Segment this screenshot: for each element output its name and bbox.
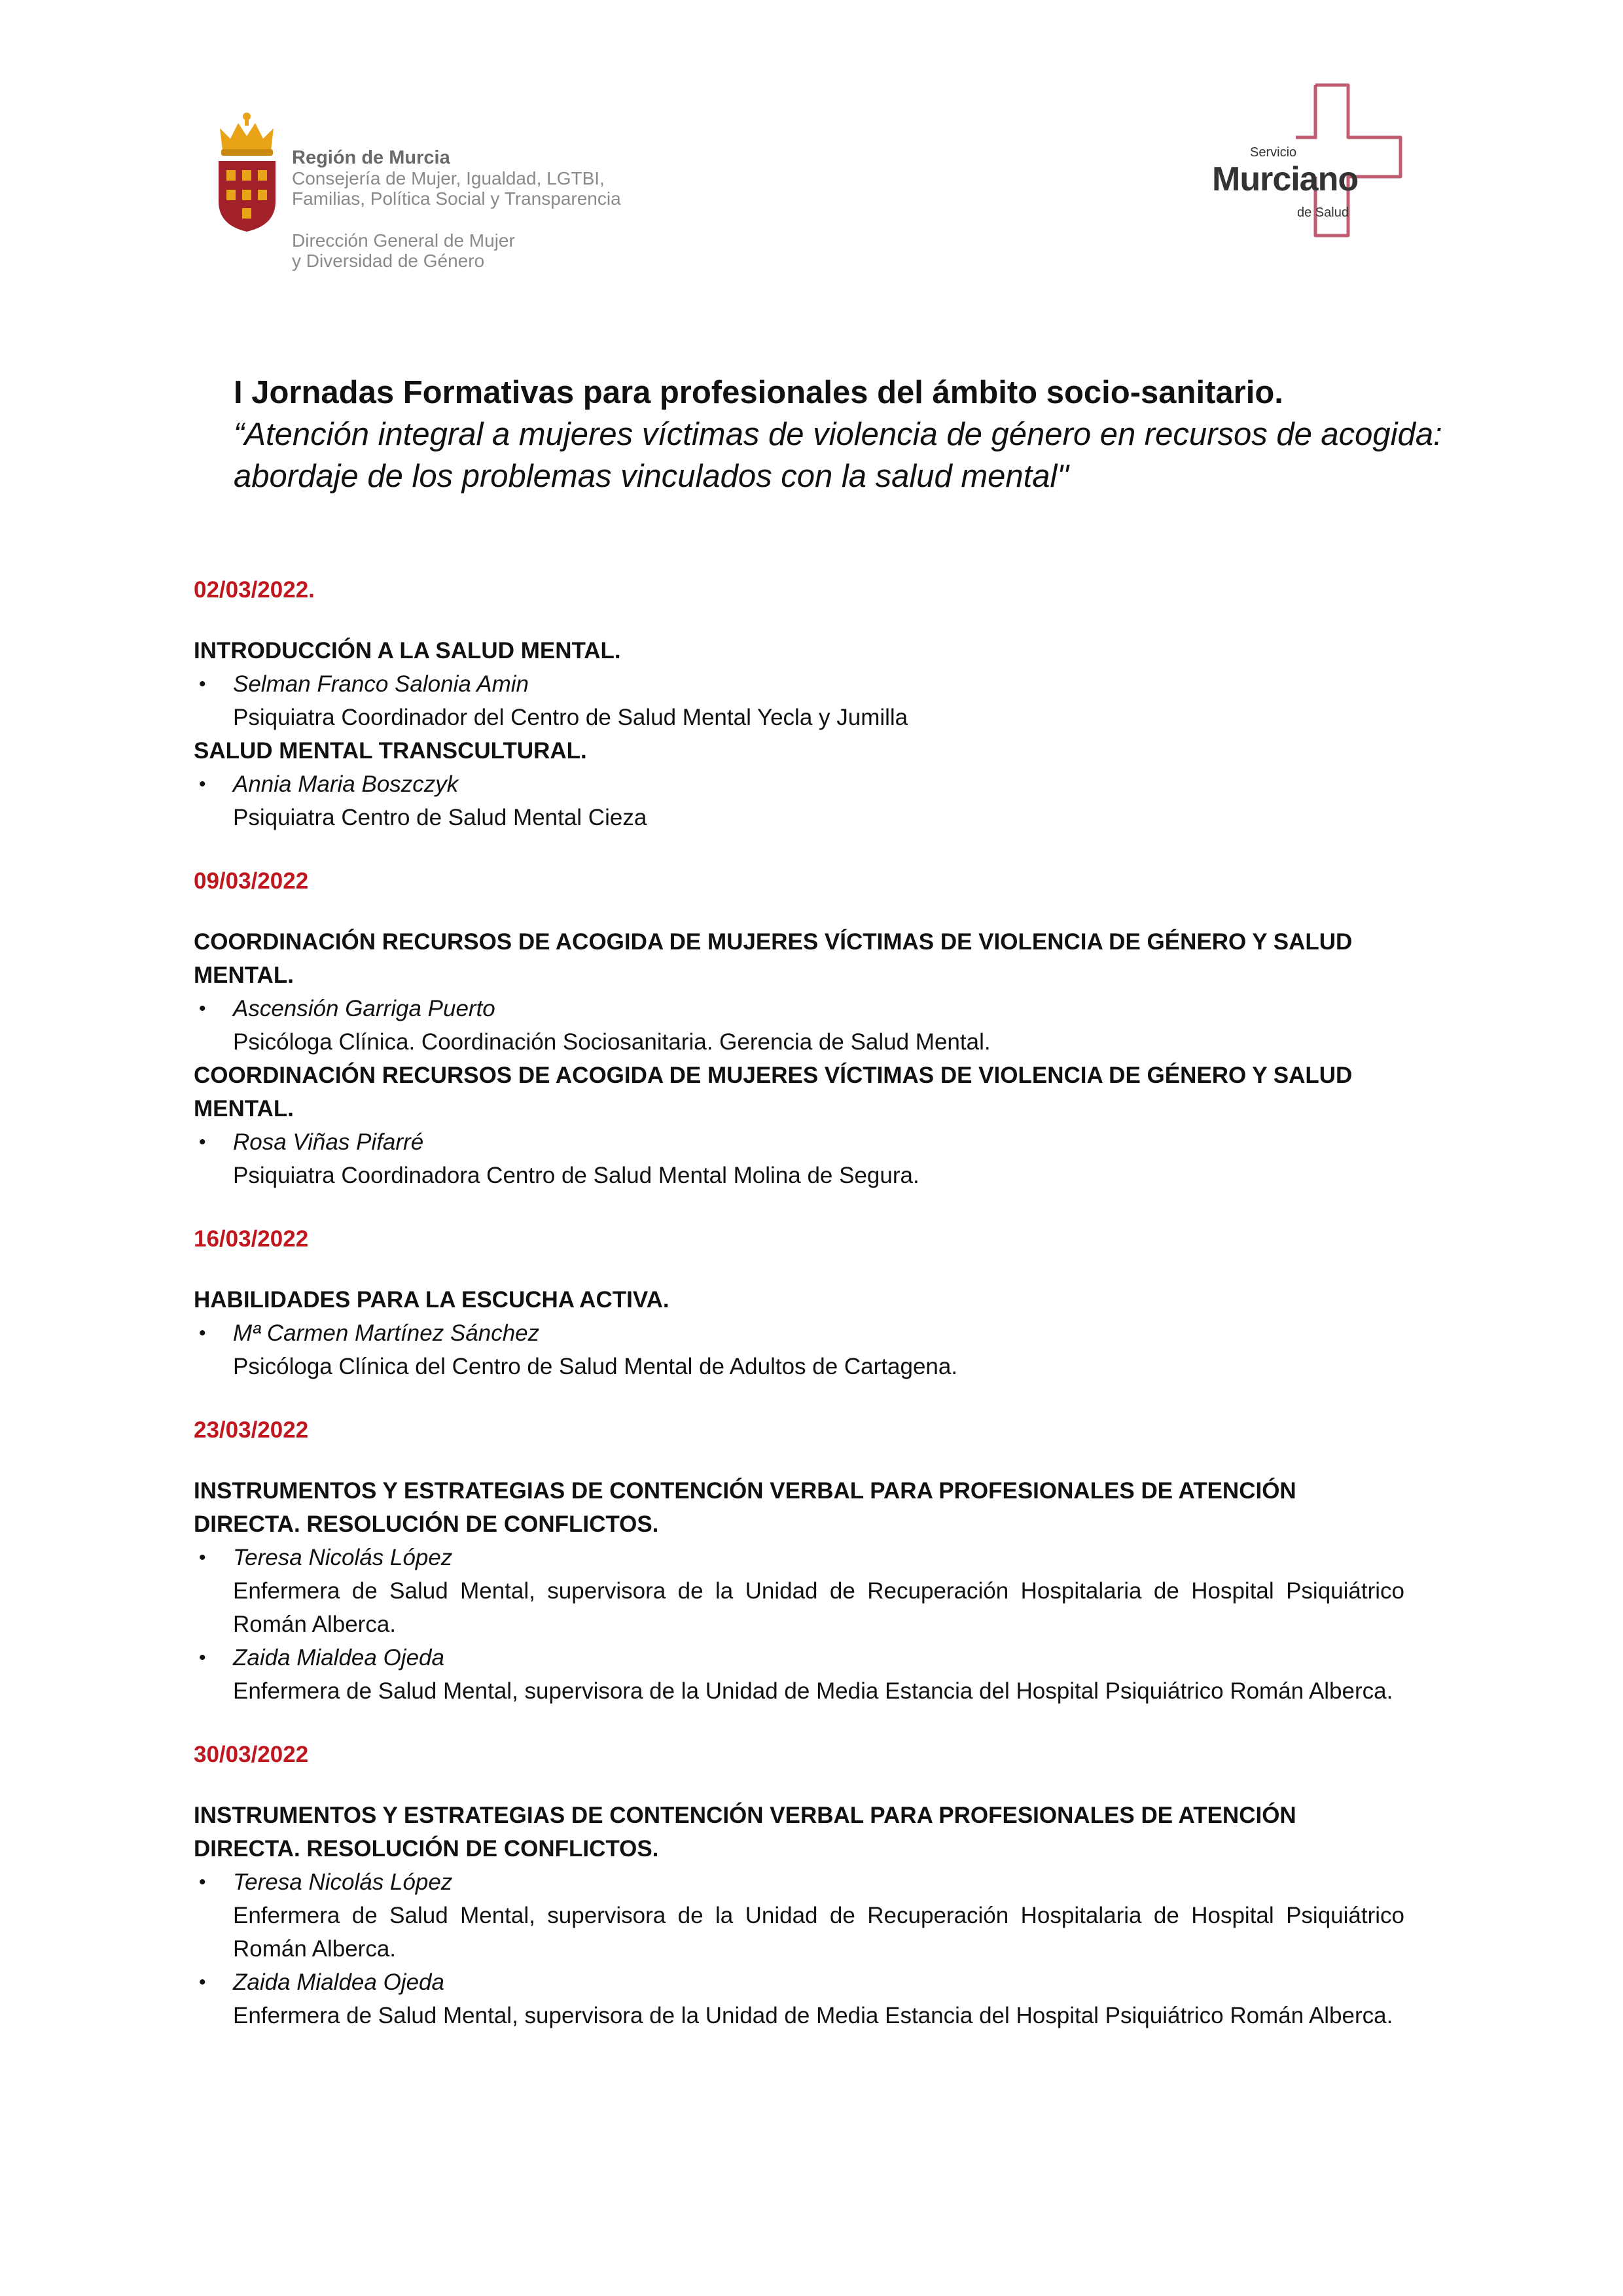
sms-de-salud-text: de Salud (1297, 205, 1349, 220)
session-topic: HABILIDADES PARA LA ESCUCHA ACTIVA. (194, 1287, 669, 1313)
speaker-item (194, 1541, 1404, 1641)
region-de-murcia-logo (216, 110, 805, 293)
speaker-name: Zaida Mialdea Ojeda (233, 1645, 444, 1670)
speaker-role: Psicóloga Clínica del Centro de Salud Mental de Adultos de Cartagena. (233, 1354, 958, 1379)
speaker-item (194, 667, 1404, 734)
session-date: 16/03/2022 (194, 1226, 309, 1252)
consejeria-line-2: Familias, Política Social y Transparencia (292, 188, 621, 209)
speaker-role: Psicóloga Clínica. Coordinación Sociosanitaria. Gerencia de Salud Mental. (233, 1029, 991, 1055)
speaker-name: Zaida Mialdea Ojeda (233, 1969, 444, 1995)
bullet-icon: • (199, 1547, 206, 1568)
region-name: Región de Murcia (292, 147, 450, 168)
direccion-line-2: y Diversidad de Género (292, 251, 485, 271)
speaker-name: Mª Carmen Martínez Sánchez (233, 1320, 540, 1346)
sms-servicio-text: Servicio (1250, 145, 1297, 160)
speaker-role: Enfermera de Salud Mental, supervisora de la Unidad de Recuperación Hospitalaria de Hospital Psiquiátrico Román Alberca. (233, 1578, 1404, 1637)
session-topic: INSTRUMENTOS Y ESTRATEGIAS DE CONTENCIÓN VERBAL PARA PROFESIONALES DE ATENCIÓN DIRECTA. RESOLUCIÓN DE CONFLICTOS. (194, 1803, 1296, 1862)
session-topic: SALUD MENTAL TRANSCULTURAL. (194, 738, 587, 764)
bullet-icon: • (199, 1971, 206, 1993)
session-topic: INSTRUMENTOS Y ESTRATEGIAS DE CONTENCIÓN VERBAL PARA PROFESIONALES DE ATENCIÓN DIRECTA. RESOLUCIÓN DE CONFLICTOS. (194, 1478, 1296, 1537)
speaker-role: Psiquiatra Coordinador del Centro de Salud Mental Yecla y Jumilla (233, 705, 908, 730)
title-subtitle: “Atención integral a mujeres víctimas de violencia de género en recursos de acogida: abordaje de los problemas vinculados con la salud mental" (234, 417, 1442, 494)
bullet-icon: • (199, 1871, 206, 1893)
speaker-item (194, 992, 1404, 1059)
region-de-murcia-text (292, 148, 621, 209)
speaker-name: Teresa Nicolás López (233, 1869, 453, 1895)
direccion-general-text (292, 230, 515, 271)
region-de-murcia-shield-icon (216, 110, 278, 234)
bullet-icon: • (199, 1131, 206, 1153)
speaker-item (194, 1316, 1404, 1383)
speaker-name: Rosa Viñas Pifarré (233, 1129, 424, 1155)
speaker-role: Psiquiatra Centro de Salud Mental Cieza (233, 805, 647, 830)
session-topic: COORDINACIÓN RECURSOS DE ACOGIDA DE MUJERES VÍCTIMAS DE VIOLENCIA DE GÉNERO Y SALUD MENTAL. (194, 929, 1353, 988)
document-title (234, 372, 1477, 497)
speaker-name: Annia Maria Boszczyk (233, 771, 459, 797)
session-date: 23/03/2022 (194, 1417, 309, 1443)
bullet-icon: • (199, 1647, 206, 1669)
bullet-icon: • (199, 673, 206, 695)
bullet-icon: • (199, 998, 206, 1019)
session-topic: INTRODUCCIÓN A LA SALUD MENTAL. (194, 638, 621, 663)
speaker-name: Teresa Nicolás López (233, 1545, 453, 1570)
speaker-role: Psiquiatra Coordinadora Centro de Salud Mental Molina de Segura. (233, 1163, 919, 1188)
speaker-role: Enfermera de Salud Mental, supervisora de la Unidad de Media Estancia del Hospital Psiquiátrico Román Alberca. (233, 2003, 1393, 2028)
speaker-item (194, 1966, 1404, 2032)
speaker-item (194, 1641, 1404, 1708)
program (194, 573, 1404, 2032)
bullet-icon: • (199, 1322, 206, 1344)
session-date: 09/03/2022 (194, 868, 309, 894)
direccion-line-1: Dirección General de Mujer (292, 230, 515, 251)
session-date: 30/03/2022 (194, 1742, 309, 1767)
consejeria-line-1: Consejería de Mujer, Igualdad, LGTBI, (292, 168, 605, 188)
speaker-item (194, 1125, 1404, 1192)
speaker-role: Enfermera de Salud Mental, supervisora de la Unidad de Recuperación Hospitalaria de Hospital Psiquiátrico Román Alberca. (233, 1903, 1404, 1962)
speaker-item (194, 768, 1404, 834)
servicio-murciano-de-salud-logo (1198, 79, 1414, 249)
bullet-icon: • (199, 773, 206, 795)
speaker-role: Enfermera de Salud Mental, supervisora de la Unidad de Media Estancia del Hospital Psiquiátrico Román Alberca. (233, 1678, 1393, 1704)
sms-murciano-text: Murciano (1212, 160, 1359, 198)
title-main: I Jornadas Formativas para profesionales del ámbito socio-sanitario. (234, 375, 1283, 410)
speaker-name: Ascensión Garriga Puerto (233, 996, 495, 1021)
session-date: 02/03/2022. (194, 577, 315, 603)
session-topic: COORDINACIÓN RECURSOS DE ACOGIDA DE MUJERES VÍCTIMAS DE VIOLENCIA DE GÉNERO Y SALUD MENTAL. (194, 1063, 1353, 1122)
speaker-name: Selman Franco Salonia Amin (233, 671, 529, 697)
speaker-item (194, 1865, 1404, 1966)
